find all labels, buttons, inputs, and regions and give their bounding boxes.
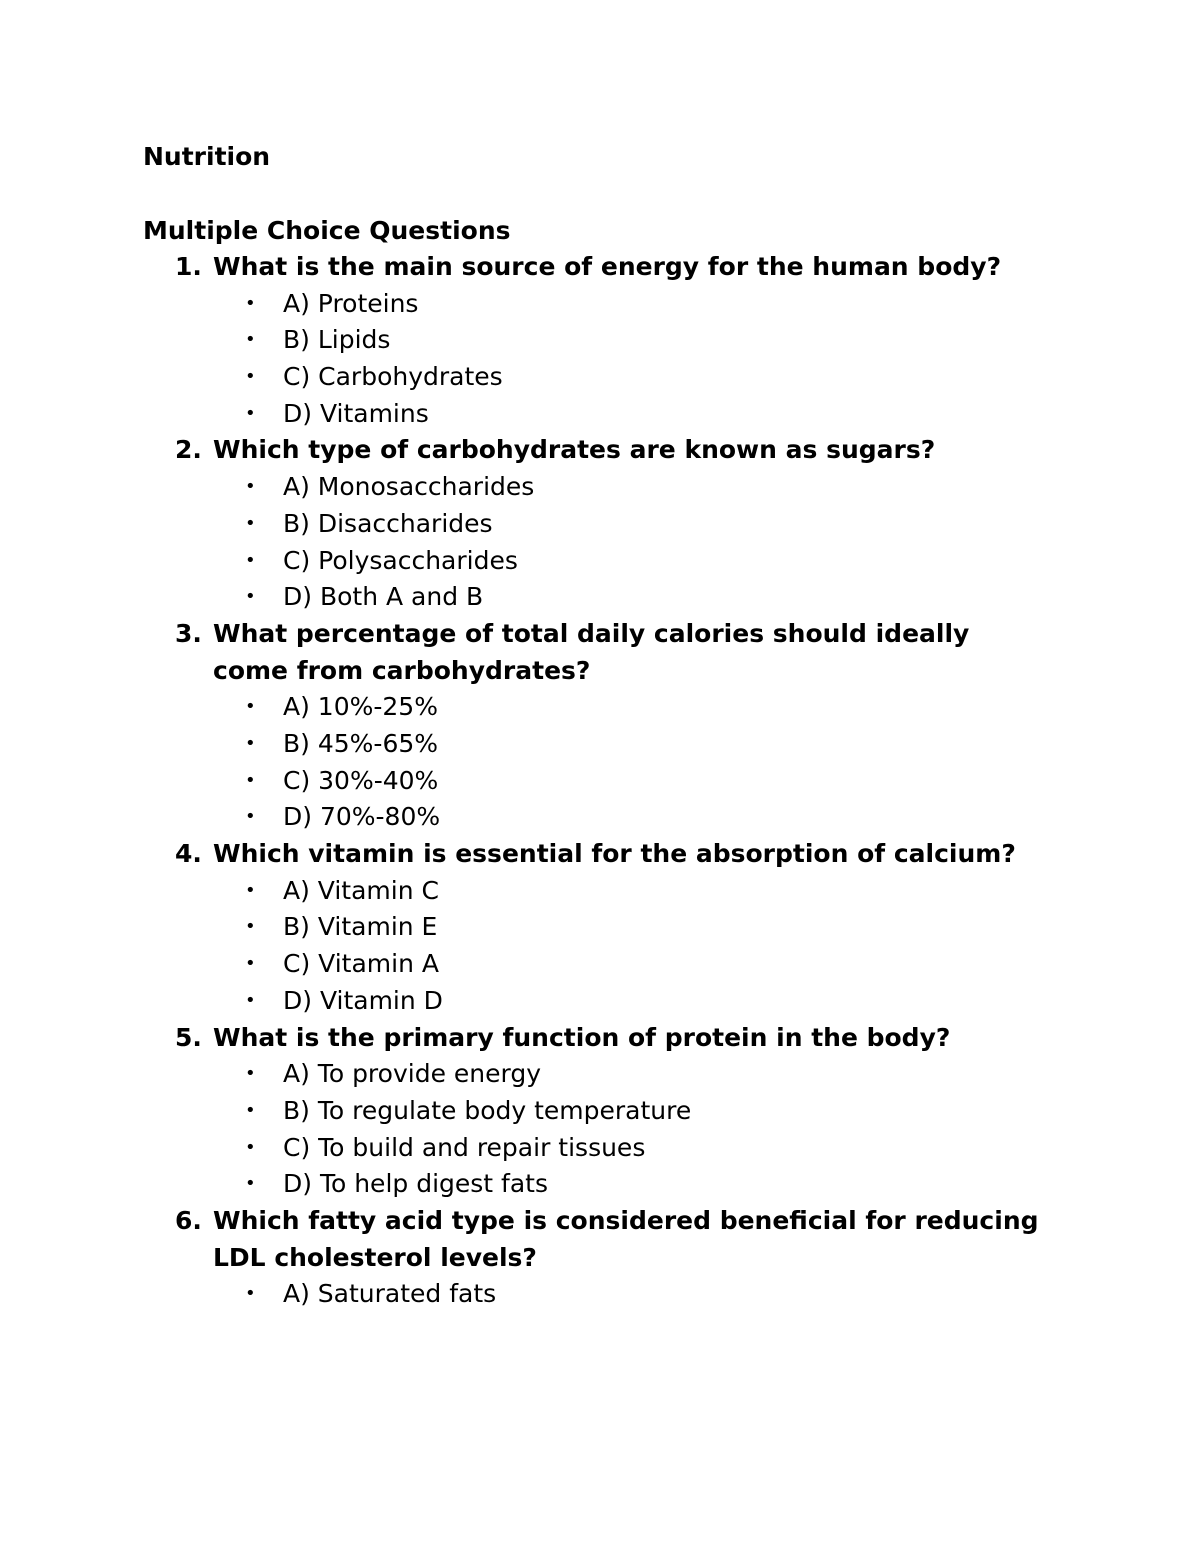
blank-line <box>143 175 1063 212</box>
answer-text: A) 10%-25% <box>283 692 438 722</box>
bullet-icon: • <box>245 586 256 608</box>
answer-text: B) To regulate body temperature <box>283 1095 692 1125</box>
answer-option <box>213 799 1063 836</box>
bullet-icon: • <box>245 733 256 754</box>
answer-option <box>213 469 1063 506</box>
answer-text: B) Disaccharides <box>283 508 493 538</box>
question-item <box>143 432 1063 615</box>
question-text: What is the primary function of protein in the body? <box>213 1022 951 1052</box>
question-item <box>143 1203 1063 1313</box>
question-list <box>143 249 1063 1313</box>
bullet-icon: • <box>245 1136 256 1158</box>
answer-option <box>213 396 1063 433</box>
bullet-icon: • <box>245 1099 256 1121</box>
answer-list <box>213 689 1063 836</box>
question-text: What is the main source of energy for the human body? <box>213 252 1002 281</box>
answer-option <box>213 543 1063 580</box>
section-heading: Multiple Choice Questions <box>143 216 511 245</box>
bullet-icon: • <box>245 366 256 388</box>
answer-option <box>213 946 1063 983</box>
answer-option <box>213 286 1063 323</box>
bullet-icon: • <box>245 292 256 314</box>
question-number: 6. <box>175 1205 202 1235</box>
question-number: 4. <box>175 839 202 869</box>
answer-list <box>213 1276 1063 1313</box>
question-item <box>143 1020 1063 1203</box>
answer-text: A) Monosaccharides <box>283 472 535 502</box>
answer-text: C) 30%-40% <box>283 765 439 795</box>
question-text: What percentage of total daily calories should ideally come from carbohydrates? <box>213 618 970 685</box>
answer-text: D) 70%-80% <box>283 802 441 832</box>
answer-text: B) Vitamin E <box>283 912 438 942</box>
answer-text: B) Lipids <box>283 325 391 355</box>
answer-option <box>213 359 1063 396</box>
answer-text: B) 45%-65% <box>283 729 439 758</box>
bullet-icon: • <box>245 696 256 718</box>
question-text: Which vitamin is essential for the absorption of calcium? <box>213 839 1016 869</box>
answer-list <box>213 1056 1063 1203</box>
answer-list <box>213 286 1063 433</box>
answer-option <box>213 909 1063 946</box>
bullet-icon: • <box>245 953 256 975</box>
answer-text: D) Vitamins <box>283 398 429 428</box>
answer-option <box>213 873 1063 910</box>
question-number: 3. <box>175 618 202 648</box>
document-title: Nutrition <box>143 142 271 171</box>
answer-text: C) Vitamin A <box>283 949 439 979</box>
question-item <box>143 616 1063 836</box>
answer-option <box>213 763 1063 800</box>
answer-list <box>213 469 1063 616</box>
bullet-icon: • <box>245 1173 256 1195</box>
answer-text: C) To build and repair tissues <box>283 1132 646 1162</box>
question-number: 1. <box>175 252 202 281</box>
bullet-icon: • <box>245 1283 256 1305</box>
answer-option <box>213 726 1063 763</box>
question-text: Which fatty acid type is considered beneficial for reducing LDL cholesterol levels? <box>213 1205 1039 1272</box>
answer-option <box>213 1093 1063 1130</box>
question-number: 5. <box>175 1022 202 1052</box>
answer-text: C) Carbohydrates <box>283 362 503 392</box>
answer-list <box>213 873 1063 1020</box>
question-number: 2. <box>175 435 202 465</box>
answer-text: A) Saturated fats <box>283 1279 497 1309</box>
document-page <box>143 138 1063 1313</box>
bullet-icon: • <box>245 879 256 901</box>
answer-text: D) Vitamin D <box>283 985 443 1015</box>
bullet-icon: • <box>245 476 256 498</box>
answer-option <box>213 1166 1063 1203</box>
bullet-icon: • <box>245 989 256 1011</box>
answer-text: D) Both A and B <box>283 582 484 612</box>
answer-option <box>213 579 1063 616</box>
question-item <box>143 249 1063 432</box>
bullet-icon: • <box>245 402 256 424</box>
bullet-icon: • <box>245 329 256 351</box>
answer-option <box>213 1056 1063 1093</box>
answer-text: A) To provide energy <box>283 1059 542 1089</box>
bullet-icon: • <box>245 916 256 938</box>
answer-option <box>213 689 1063 726</box>
bullet-icon: • <box>245 549 256 571</box>
question-text: Which type of carbohydrates are known as sugars? <box>213 435 936 465</box>
answer-text: D) To help digest fats <box>283 1169 548 1199</box>
bullet-icon: • <box>245 806 256 828</box>
answer-text: A) Vitamin C <box>283 875 439 905</box>
answer-option <box>213 322 1063 359</box>
answer-option <box>213 1276 1063 1313</box>
bullet-icon: • <box>245 1063 256 1085</box>
answer-option <box>213 983 1063 1020</box>
question-item <box>143 836 1063 1019</box>
answer-option <box>213 506 1063 543</box>
bullet-icon: • <box>245 769 256 791</box>
answer-text: A) Proteins <box>283 288 419 318</box>
answer-text: C) Polysaccharides <box>283 545 518 575</box>
answer-option <box>213 1130 1063 1167</box>
bullet-icon: • <box>245 512 256 534</box>
